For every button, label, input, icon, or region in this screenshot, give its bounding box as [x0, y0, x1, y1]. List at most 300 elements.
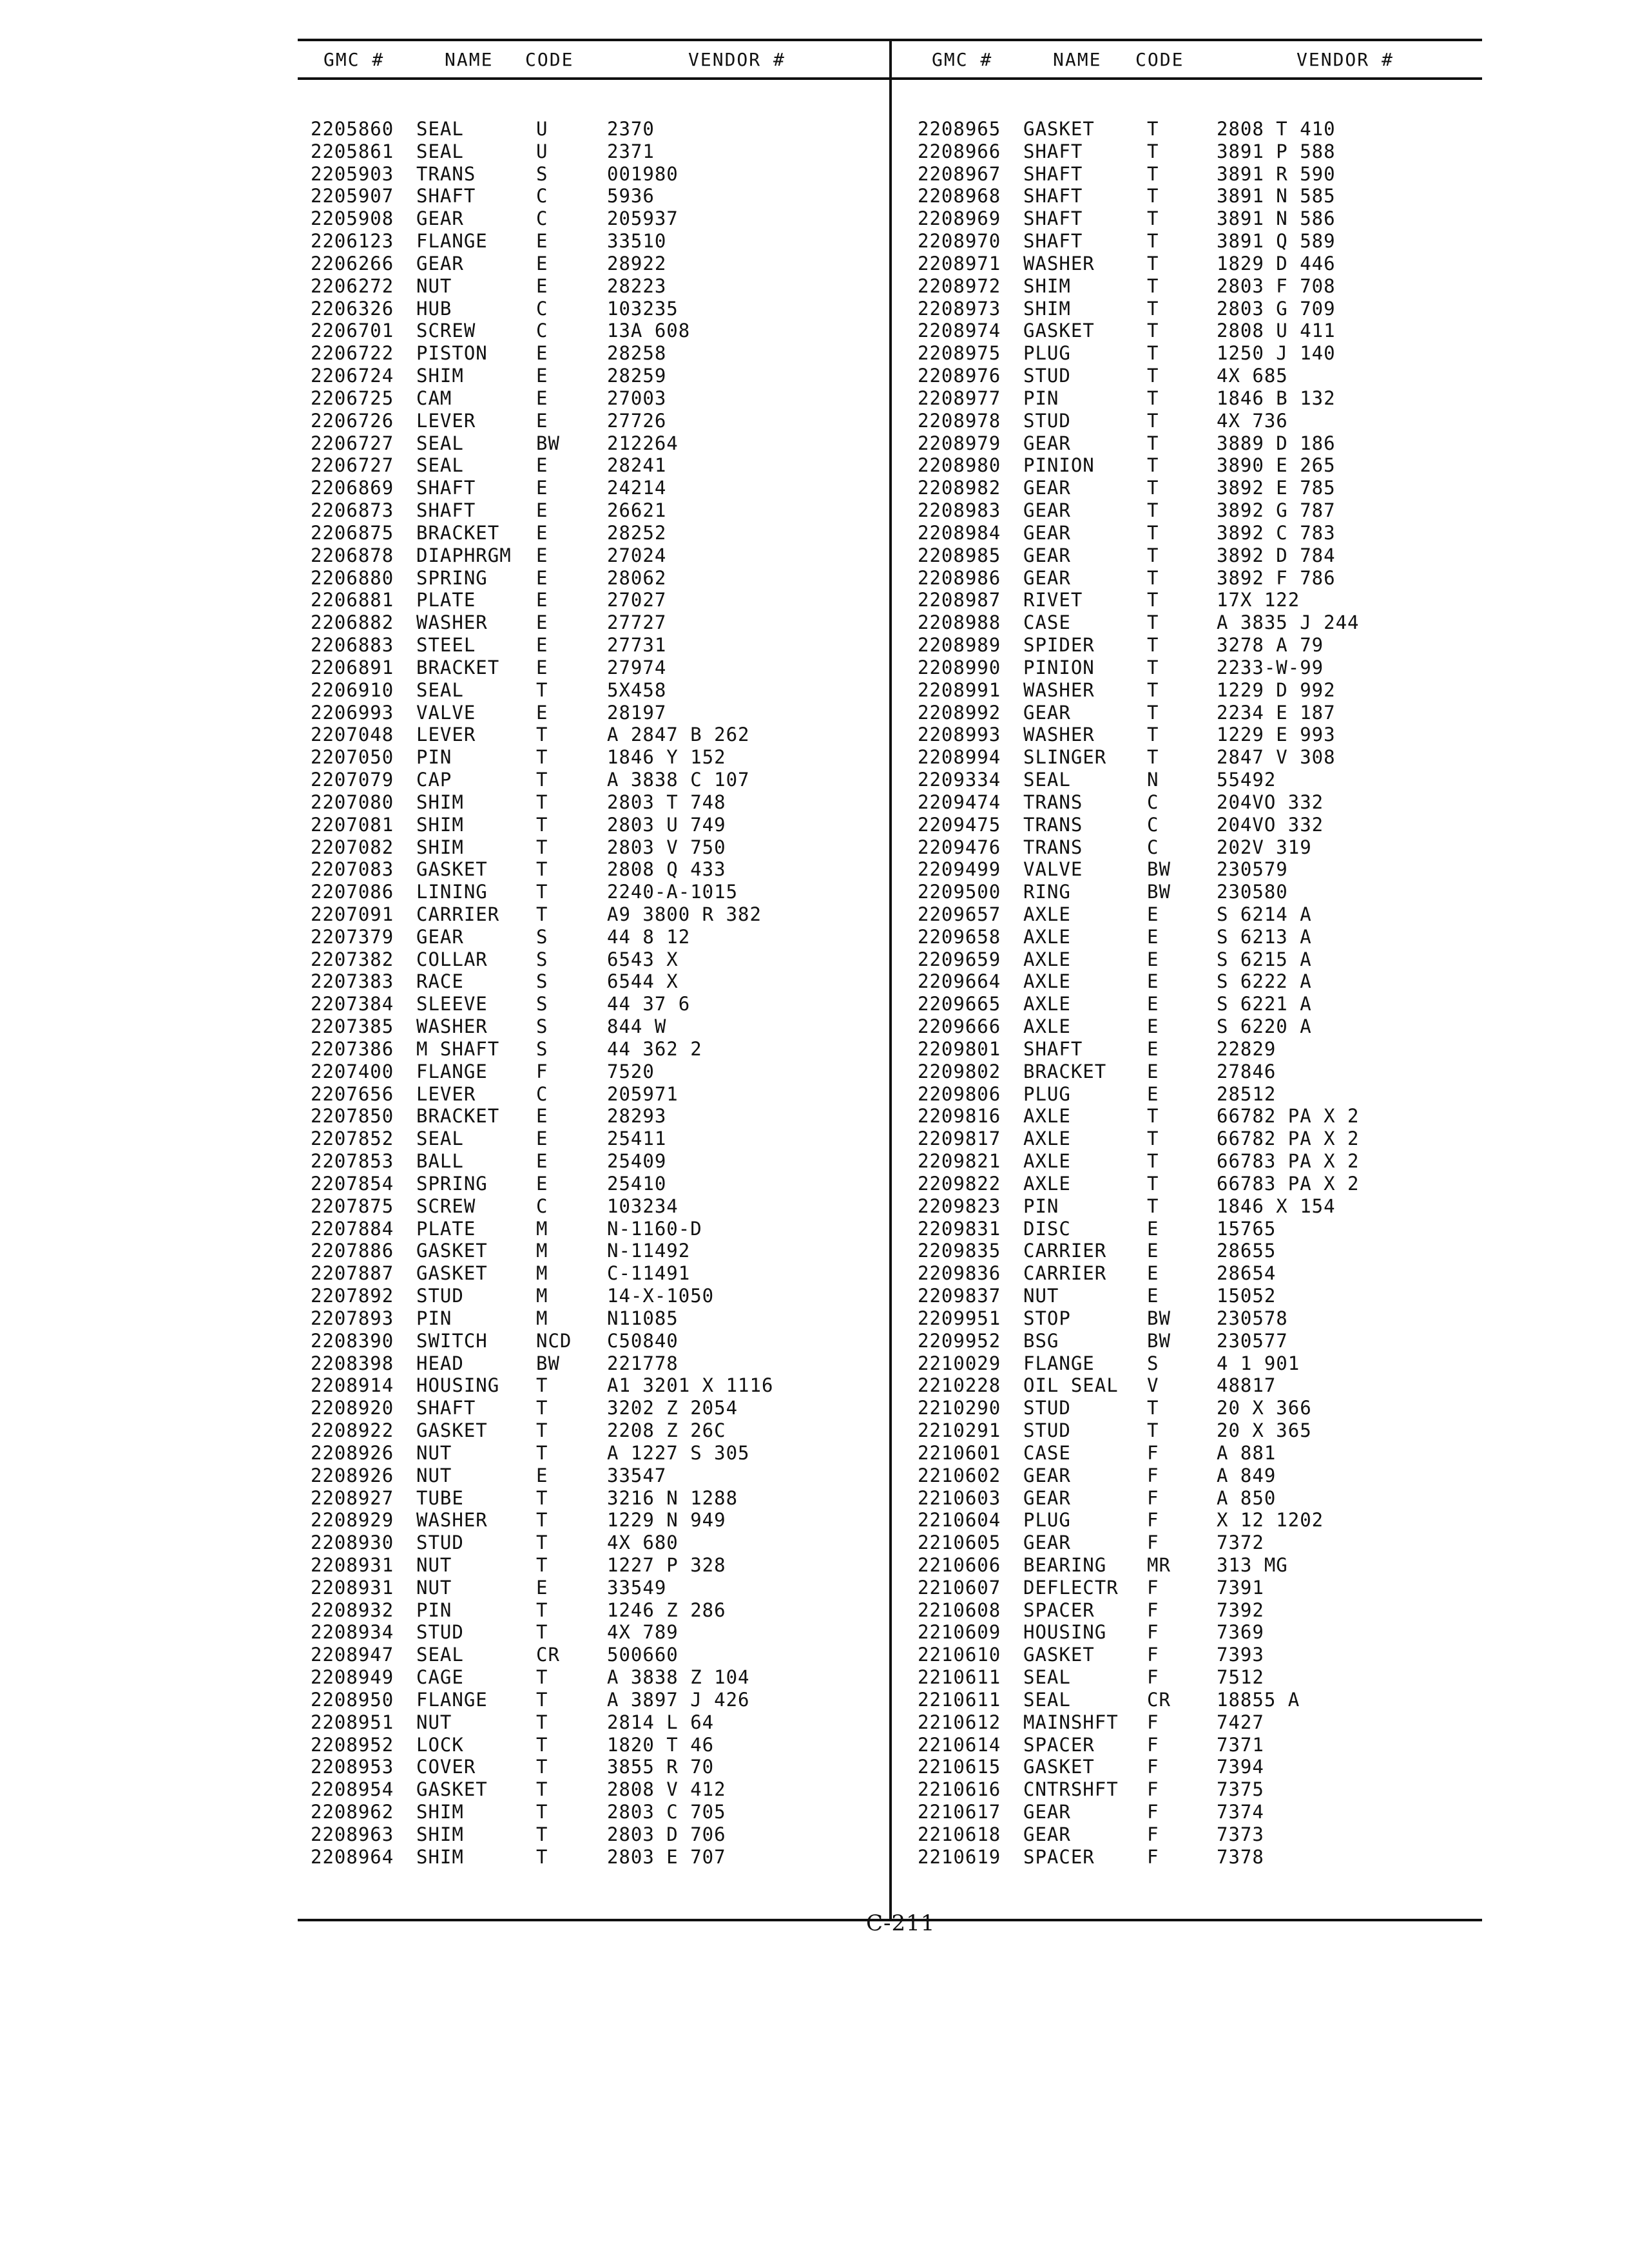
- table-row: [311, 1150, 878, 1173]
- table-row: [918, 993, 1482, 1015]
- cell-gmc: 2207400: [311, 1060, 394, 1082]
- cell-vendor: A 1227 S 305: [607, 1441, 750, 1464]
- cell-name: NUT: [416, 274, 452, 297]
- table-row: [918, 163, 1482, 186]
- table-row: [918, 1509, 1482, 1532]
- cell-vendor: 3891 Q 589: [1217, 230, 1336, 253]
- cell-vendor: 18855 A: [1217, 1688, 1300, 1711]
- cell-vendor: A 3835 J 244: [1217, 611, 1360, 634]
- cell-gmc: 2208952: [311, 1733, 394, 1756]
- cell-code: T: [536, 858, 548, 881]
- cell-vendor: A9 3800 R 382: [607, 903, 762, 925]
- cell-gmc: 2209951: [918, 1307, 1001, 1329]
- cell-code: BW: [1147, 1307, 1171, 1329]
- cell-gmc: 2206891: [311, 656, 394, 678]
- cell-name: GEAR: [416, 925, 464, 948]
- cell-vendor: 2803 G 709: [1217, 297, 1336, 320]
- cell-gmc: 2209823: [918, 1195, 1001, 1217]
- cell-name: PIN: [416, 1599, 452, 1621]
- cell-vendor: 7371: [1217, 1733, 1264, 1756]
- table-row: [918, 410, 1482, 432]
- cell-code: S: [536, 925, 548, 948]
- cell-code: F: [1147, 1532, 1159, 1554]
- cell-name: SLEEVE: [416, 993, 488, 1015]
- cell-name: FLANGE: [416, 1060, 488, 1082]
- cell-name: CNTRSHFT: [1023, 1778, 1119, 1801]
- cell-name: WASHER: [1023, 724, 1095, 746]
- cell-name: PIN: [1023, 387, 1059, 409]
- cell-vendor: 3855 R 70: [607, 1756, 715, 1778]
- cell-name: GEAR: [1023, 521, 1071, 544]
- table-row: [311, 814, 878, 836]
- cell-vendor: S 6221 A: [1217, 993, 1312, 1015]
- cell-vendor: 28197: [607, 701, 667, 724]
- cell-name: GEAR: [416, 252, 464, 274]
- cell-vendor: 13A 608: [607, 320, 691, 342]
- cell-code: T: [536, 1374, 548, 1397]
- table-row: [918, 1173, 1482, 1195]
- table-row: [311, 1128, 878, 1150]
- cell-vendor: 27731: [607, 634, 667, 657]
- cell-name: AXLE: [1023, 948, 1071, 970]
- cell-code: F: [536, 1060, 548, 1082]
- cell-gmc: 2206726: [311, 409, 394, 432]
- cell-name: DIAPHRGM: [416, 544, 512, 566]
- cell-gmc: 2208975: [918, 342, 1001, 365]
- table-row: [311, 1644, 878, 1666]
- cell-vendor: 28293: [607, 1105, 667, 1128]
- table-row: [311, 1846, 878, 1869]
- cell-name: SPRING: [416, 566, 488, 589]
- cell-gmc: 2207091: [311, 903, 394, 925]
- table-row: [918, 1621, 1482, 1644]
- cell-name: PLUG: [1023, 1082, 1071, 1105]
- cell-vendor: 7391: [1217, 1576, 1264, 1599]
- cell-code: C: [1147, 813, 1159, 836]
- cell-name: RIVET: [1023, 589, 1083, 611]
- cell-vendor: 27027: [607, 589, 667, 611]
- cell-gmc: 2209659: [918, 948, 1001, 970]
- cell-name: SEAL: [1023, 1688, 1071, 1711]
- cell-gmc: 2206272: [311, 274, 394, 297]
- cell-vendor: 3892 F 786: [1217, 566, 1336, 589]
- cell-name: GASKET: [1023, 1756, 1095, 1778]
- table-row: [311, 253, 878, 275]
- cell-vendor: 1820 T 46: [607, 1733, 715, 1756]
- cell-vendor: 2808 Q 433: [607, 858, 726, 881]
- cell-code: T: [536, 1733, 548, 1756]
- cell-name: WASHER: [1023, 678, 1095, 701]
- table-row: [918, 1442, 1482, 1465]
- cell-code: M: [536, 1307, 548, 1329]
- table-row: [918, 499, 1482, 522]
- cell-name: SHIM: [416, 1823, 464, 1845]
- cell-name: BSG: [1023, 1329, 1059, 1352]
- cell-vendor: 2803 V 750: [607, 836, 726, 858]
- table-row: [918, 118, 1482, 140]
- cell-vendor: 55492: [1217, 769, 1277, 791]
- cell-name: GEAR: [1023, 1801, 1071, 1823]
- table-row: [311, 970, 878, 993]
- cell-name: AXLE: [1023, 993, 1071, 1015]
- cell-gmc: 2210609: [918, 1621, 1001, 1644]
- cell-code: T: [1147, 521, 1159, 544]
- table-row: [311, 140, 878, 163]
- cell-vendor: 6544 X: [607, 970, 679, 993]
- cell-vendor: 3890 E 265: [1217, 454, 1336, 477]
- cell-code: E: [1147, 1037, 1159, 1060]
- cell-name: GASKET: [1023, 118, 1095, 140]
- table-row: [918, 1577, 1482, 1599]
- cell-gmc: 2207080: [311, 791, 394, 813]
- cell-code: T: [536, 1509, 548, 1532]
- cell-name: BEARING: [1023, 1554, 1107, 1576]
- cell-name: SEAL: [416, 1644, 464, 1666]
- cell-gmc: 2207383: [311, 970, 394, 993]
- cell-name: GEAR: [1023, 432, 1071, 454]
- cell-gmc: 2206910: [311, 678, 394, 701]
- table-row: [918, 657, 1482, 679]
- cell-name: SEAL: [416, 1128, 464, 1150]
- cell-vendor: 3278 A 79: [1217, 634, 1324, 657]
- cell-name: SPRING: [416, 1172, 488, 1195]
- cell-code: T: [536, 1621, 548, 1644]
- table-row: [311, 746, 878, 769]
- cell-name: SHIM: [1023, 274, 1071, 297]
- cell-code: F: [1147, 1845, 1159, 1868]
- table-row: [311, 1015, 878, 1038]
- cell-vendor: 3891 R 590: [1217, 162, 1336, 185]
- cell-vendor: 27974: [607, 656, 667, 678]
- table-row: [311, 881, 878, 903]
- cell-gmc: 2207385: [311, 1015, 394, 1038]
- cell-vendor: 4X 789: [607, 1621, 679, 1644]
- cell-name: SHAFT: [1023, 230, 1083, 253]
- cell-name: LOCK: [416, 1733, 464, 1756]
- cell-vendor: 25411: [607, 1128, 667, 1150]
- cell-code: F: [1147, 1778, 1159, 1801]
- cell-code: M: [536, 1240, 548, 1262]
- left-parts-list: [311, 118, 878, 1869]
- cell-vendor: A1 3201 X 1116: [607, 1374, 774, 1397]
- table-row: [918, 1689, 1482, 1711]
- cell-name: CAGE: [416, 1666, 464, 1689]
- table-row: [918, 1532, 1482, 1554]
- cell-name: SHIM: [416, 365, 464, 387]
- cell-gmc: 2209476: [918, 836, 1001, 858]
- header-vendor: VENDOR #: [1296, 49, 1394, 70]
- cell-gmc: 2208926: [311, 1441, 394, 1464]
- cell-name: SEAL: [416, 432, 464, 454]
- cell-vendor: 3216 N 1288: [607, 1486, 738, 1509]
- cell-vendor: 28223: [607, 274, 667, 297]
- table-row: [311, 118, 878, 140]
- cell-name: CARRIER: [1023, 1240, 1107, 1262]
- cell-code: T: [1147, 454, 1159, 477]
- cell-code: T: [1147, 634, 1159, 657]
- cell-vendor: 103234: [607, 1195, 679, 1217]
- table-row: [918, 454, 1482, 477]
- cell-vendor: 2803 C 705: [607, 1801, 726, 1823]
- cell-vendor: 2803 T 748: [607, 791, 726, 813]
- table-row: [311, 185, 878, 207]
- table-row: [311, 1532, 878, 1554]
- cell-code: F: [1147, 1599, 1159, 1621]
- cell-vendor: X 12 1202: [1217, 1509, 1324, 1532]
- cell-name: PLUG: [1023, 342, 1071, 365]
- cell-vendor: 27003: [607, 387, 667, 409]
- cell-gmc: 2207887: [311, 1262, 394, 1285]
- cell-name: SHAFT: [1023, 207, 1083, 230]
- cell-vendor: A 3838 C 107: [607, 769, 750, 791]
- cell-gmc: 2208994: [918, 746, 1001, 769]
- cell-gmc: 2209499: [918, 858, 1001, 881]
- cell-gmc: 2209658: [918, 925, 1001, 948]
- cell-gmc: 2207079: [311, 769, 394, 791]
- table-row: [311, 1195, 878, 1218]
- cell-name: RACE: [416, 970, 464, 993]
- cell-code: S: [536, 1037, 548, 1060]
- table-row: [918, 477, 1482, 499]
- table-row: [918, 634, 1482, 657]
- cell-name: SHAFT: [416, 1397, 476, 1419]
- cell-vendor: 1829 D 446: [1217, 252, 1336, 274]
- cell-code: T: [1147, 432, 1159, 454]
- cell-gmc: 2209806: [918, 1082, 1001, 1105]
- cell-name: AXLE: [1023, 903, 1071, 925]
- table-row: [311, 1711, 878, 1734]
- cell-name: COVER: [416, 1756, 476, 1778]
- cell-name: GEAR: [1023, 566, 1071, 589]
- cell-gmc: 2207886: [311, 1240, 394, 1262]
- cell-gmc: 2207852: [311, 1128, 394, 1150]
- cell-code: T: [536, 1845, 548, 1868]
- table-row: [918, 1465, 1482, 1487]
- table-row: [311, 1285, 878, 1307]
- cell-gmc: 2210029: [918, 1352, 1001, 1374]
- cell-name: GASKET: [416, 1778, 488, 1801]
- cell-name: GASKET: [1023, 320, 1095, 342]
- table-row: [918, 858, 1482, 881]
- cell-code: T: [1147, 185, 1159, 207]
- cell-code: E: [536, 1105, 548, 1128]
- cell-vendor: 7392: [1217, 1599, 1264, 1621]
- cell-code: T: [1147, 365, 1159, 387]
- cell-name: NUT: [416, 1576, 452, 1599]
- cell-name: DISC: [1023, 1217, 1071, 1240]
- cell-gmc: 2208954: [311, 1778, 394, 1801]
- cell-code: BW: [1147, 858, 1171, 881]
- cell-name: AXLE: [1023, 1150, 1071, 1173]
- table-row: [918, 769, 1482, 791]
- table-row: [311, 454, 878, 477]
- cell-gmc: 2208973: [918, 297, 1001, 320]
- cell-vendor: 2808 V 412: [607, 1778, 726, 1801]
- cell-vendor: 2808 T 410: [1217, 118, 1336, 140]
- cell-vendor: 15052: [1217, 1285, 1277, 1307]
- cell-gmc: 2208991: [918, 678, 1001, 701]
- cell-gmc: 2208931: [311, 1554, 394, 1576]
- cell-vendor: 7393: [1217, 1644, 1264, 1666]
- cell-name: SHAFT: [1023, 1037, 1083, 1060]
- table-row: [918, 1061, 1482, 1083]
- cell-name: NUT: [416, 1464, 452, 1486]
- cell-vendor: 230580: [1217, 881, 1288, 903]
- cell-gmc: 2208947: [311, 1644, 394, 1666]
- cell-name: SEAL: [416, 118, 464, 140]
- cell-gmc: 2206875: [311, 521, 394, 544]
- cell-name: TRANS: [416, 162, 476, 185]
- table-row: [311, 702, 878, 724]
- cell-vendor: 28512: [1217, 1082, 1277, 1105]
- cell-code: C: [536, 297, 548, 320]
- table-row: [311, 298, 878, 320]
- cell-code: E: [536, 701, 548, 724]
- table-row: [918, 140, 1482, 163]
- cell-code: T: [1147, 320, 1159, 342]
- cell-gmc: 2208926: [311, 1464, 394, 1486]
- cell-vendor: 7373: [1217, 1823, 1264, 1845]
- cell-vendor: 844 W: [607, 1015, 667, 1038]
- cell-name: HOUSING: [1023, 1621, 1107, 1644]
- table-row: [918, 298, 1482, 320]
- table-row: [918, 567, 1482, 590]
- cell-gmc: 2209835: [918, 1240, 1001, 1262]
- cell-vendor: 7372: [1217, 1532, 1264, 1554]
- cell-code: E: [536, 365, 548, 387]
- table-row: [311, 230, 878, 253]
- cell-gmc: 2210608: [918, 1599, 1001, 1621]
- cell-code: E: [536, 544, 548, 566]
- cell-name: GASKET: [1023, 1644, 1095, 1666]
- cell-gmc: 2206724: [311, 365, 394, 387]
- cell-name: PIN: [416, 1307, 452, 1329]
- cell-vendor: 221778: [607, 1352, 679, 1374]
- cell-name: PIN: [1023, 1195, 1059, 1217]
- cell-name: BRACKET: [416, 521, 500, 544]
- cell-gmc: 2208920: [311, 1397, 394, 1419]
- cell-gmc: 2208971: [918, 252, 1001, 274]
- cell-name: STUD: [1023, 409, 1071, 432]
- cell-code: T: [536, 1441, 548, 1464]
- table-row: [918, 1038, 1482, 1061]
- table-row: [918, 1352, 1482, 1375]
- table-row: [918, 836, 1482, 859]
- cell-name: AXLE: [1023, 925, 1071, 948]
- cell-name: LINING: [416, 881, 488, 903]
- cell-gmc: 2207083: [311, 858, 394, 881]
- cell-vendor: 1229 D 992: [1217, 678, 1336, 701]
- cell-vendor: A 881: [1217, 1441, 1277, 1464]
- cell-code: S: [1147, 1352, 1159, 1374]
- table-row: [918, 1846, 1482, 1869]
- cell-vendor: 2240-A-1015: [607, 881, 738, 903]
- cell-code: T: [1147, 162, 1159, 185]
- table-row: [918, 881, 1482, 903]
- cell-gmc: 2208929: [311, 1509, 394, 1532]
- cell-vendor: C-11491: [607, 1262, 691, 1285]
- column-divider: [889, 39, 892, 1921]
- cell-code: F: [1147, 1464, 1159, 1486]
- cell-code: E: [1147, 948, 1159, 970]
- cell-vendor: A 3897 J 426: [607, 1688, 750, 1711]
- table-row: [311, 1240, 878, 1262]
- cell-vendor: 1229 N 949: [607, 1509, 726, 1532]
- table-row: [311, 1823, 878, 1846]
- table-row: [918, 1015, 1482, 1038]
- table-row: [311, 1621, 878, 1644]
- table-row: [918, 432, 1482, 455]
- table-row: [918, 1419, 1482, 1442]
- cell-vendor: 2814 L 64: [607, 1711, 715, 1733]
- cell-vendor: 27727: [607, 611, 667, 634]
- cell-vendor: 7378: [1217, 1845, 1264, 1868]
- cell-vendor: S 6213 A: [1217, 925, 1312, 948]
- cell-gmc: 2208979: [918, 432, 1001, 454]
- cell-name: STUD: [1023, 365, 1071, 387]
- cell-gmc: 2208390: [311, 1329, 394, 1352]
- table-row: [311, 1689, 878, 1711]
- table-row: [918, 1083, 1482, 1106]
- cell-gmc: 2208987: [918, 589, 1001, 611]
- table-row: [918, 1262, 1482, 1285]
- cell-name: HEAD: [416, 1352, 464, 1374]
- cell-name: STUD: [1023, 1397, 1071, 1419]
- cell-gmc: 2209665: [918, 993, 1001, 1015]
- cell-name: SHAFT: [1023, 185, 1083, 207]
- cell-vendor: 500660: [607, 1644, 679, 1666]
- cell-vendor: 5936: [607, 185, 655, 207]
- cell-name: GEAR: [416, 207, 464, 230]
- cell-name: SHAFT: [1023, 140, 1083, 162]
- cell-vendor: 66782 PA X 2: [1217, 1128, 1360, 1150]
- cell-gmc: 2208934: [311, 1621, 394, 1644]
- cell-gmc: 2209475: [918, 813, 1001, 836]
- cell-vendor: 7427: [1217, 1711, 1264, 1733]
- table-row: [918, 791, 1482, 814]
- cell-vendor: 4 1 901: [1217, 1352, 1300, 1374]
- cell-vendor: S 6222 A: [1217, 970, 1312, 993]
- cell-vendor: 28062: [607, 566, 667, 589]
- cell-code: T: [1147, 387, 1159, 409]
- cell-vendor: 1229 E 993: [1217, 724, 1336, 746]
- cell-gmc: 2205908: [311, 207, 394, 230]
- cell-gmc: 2208963: [311, 1823, 394, 1845]
- cell-vendor: 212264: [607, 432, 679, 454]
- table-row: [311, 1330, 878, 1352]
- cell-code: T: [536, 1666, 548, 1689]
- cell-code: T: [1147, 342, 1159, 365]
- cell-gmc: 2210606: [918, 1554, 1001, 1576]
- cell-code: M: [536, 1217, 548, 1240]
- cell-gmc: 2206266: [311, 252, 394, 274]
- cell-code: E: [1147, 1240, 1159, 1262]
- table-row: [918, 1734, 1482, 1756]
- cell-code: E: [536, 454, 548, 477]
- cell-code: E: [536, 634, 548, 657]
- table-row: [311, 993, 878, 1015]
- cell-vendor: 2803 D 706: [607, 1823, 726, 1845]
- cell-gmc: 2209334: [918, 769, 1001, 791]
- cell-name: SEAL: [416, 140, 464, 162]
- cell-gmc: 2208993: [918, 724, 1001, 746]
- table-row: [918, 185, 1482, 207]
- table-row: [311, 1352, 878, 1375]
- cell-vendor: 66783 PA X 2: [1217, 1150, 1360, 1173]
- cell-name: PLUG: [1023, 1509, 1071, 1532]
- cell-vendor: 4X 685: [1217, 365, 1288, 387]
- cell-vendor: 230577: [1217, 1329, 1288, 1352]
